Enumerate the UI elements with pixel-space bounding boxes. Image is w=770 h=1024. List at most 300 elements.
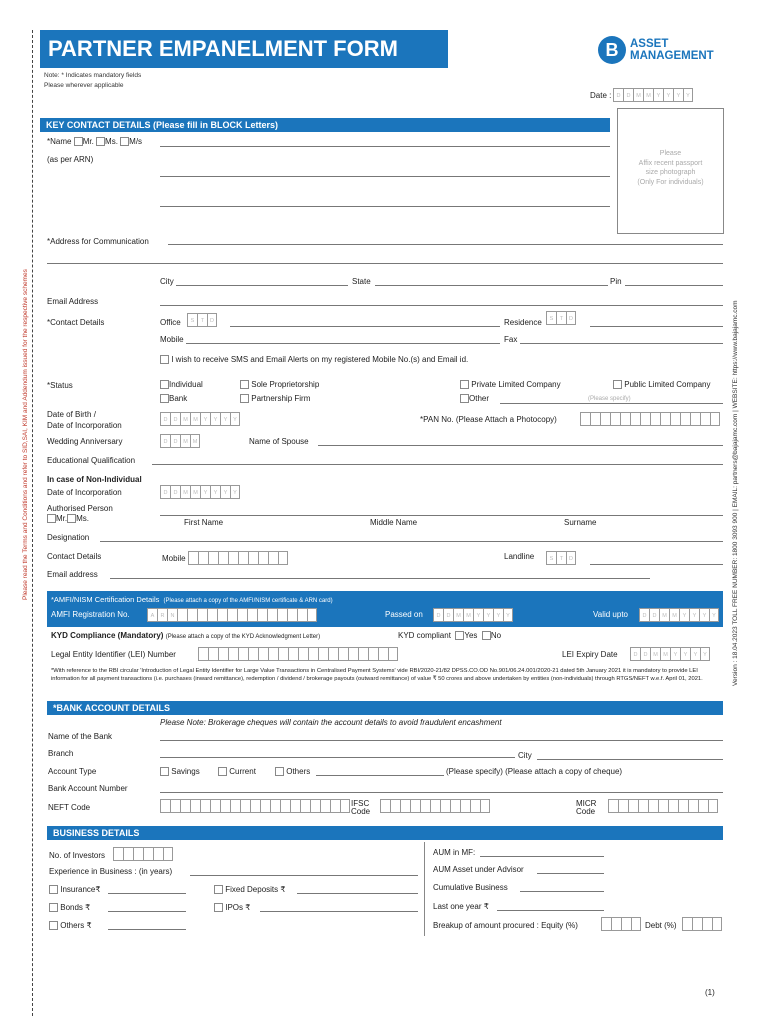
date-cell[interactable]: D: [160, 434, 170, 448]
neft-cell[interactable]: [320, 799, 330, 813]
state-line[interactable]: [375, 285, 608, 286]
lei-cell[interactable]: [388, 647, 398, 661]
mobile-cell[interactable]: [268, 551, 278, 565]
arn-cells[interactable]: [147, 608, 317, 622]
date-cell[interactable]: Y: [200, 412, 210, 426]
branch-line[interactable]: [160, 757, 515, 758]
date-cell[interactable]: M: [453, 608, 463, 622]
cumulative-line[interactable]: [520, 891, 604, 892]
micr-cell[interactable]: [618, 799, 628, 813]
lei-expiry-cells[interactable]: [630, 647, 710, 661]
incorp-cells[interactable]: [160, 485, 240, 499]
debt-cell[interactable]: [682, 917, 692, 931]
lei-cell[interactable]: [298, 647, 308, 661]
date-cell[interactable]: M: [190, 412, 200, 426]
date-cell[interactable]: Y: [663, 88, 673, 102]
std-cell[interactable]: D: [566, 311, 576, 325]
landline-std[interactable]: [546, 551, 576, 565]
side-note-right: Version : 18.04.2023 TOLL FREE NUMBER: 1800 3093 900 | EMAIL: partners@bajajamc.com | WEBSITE: https://www.bajajamc.com: [732, 300, 739, 686]
pan-cell[interactable]: [680, 412, 690, 426]
std-cell[interactable]: T: [556, 551, 566, 565]
sms-checkbox[interactable]: [160, 355, 169, 364]
date-cell[interactable]: M: [669, 608, 679, 622]
mobile-cell[interactable]: [278, 551, 288, 565]
dob-cells[interactable]: [160, 412, 240, 426]
amfi-reg-label: AMFI Registration No.: [51, 610, 130, 619]
arn-cell[interactable]: R: [157, 608, 167, 622]
micr-cell[interactable]: [668, 799, 678, 813]
other-specify-line[interactable]: [500, 403, 723, 404]
neft-cell[interactable]: [270, 799, 280, 813]
neft-cell[interactable]: [260, 799, 270, 813]
mobile-cell[interactable]: [258, 551, 268, 565]
mobile-line[interactable]: [186, 343, 500, 344]
bank-city-label: City: [518, 751, 532, 760]
lei-cell[interactable]: [198, 647, 208, 661]
micr-cell[interactable]: [688, 799, 698, 813]
date-cell[interactable]: M: [463, 608, 473, 622]
pan-cell[interactable]: [620, 412, 630, 426]
fd-line[interactable]: [297, 893, 418, 894]
ifsc-cell[interactable]: [420, 799, 430, 813]
date-cell[interactable]: M: [659, 608, 669, 622]
micr-cell[interactable]: [638, 799, 648, 813]
office-std[interactable]: [187, 313, 217, 327]
ipos-checkbox[interactable]: [214, 903, 223, 912]
arn-cell[interactable]: [297, 608, 307, 622]
pan-cell[interactable]: [610, 412, 620, 426]
experience-line[interactable]: [190, 875, 418, 876]
ifsc-cell[interactable]: [410, 799, 420, 813]
lei-cell[interactable]: [338, 647, 348, 661]
date-cell[interactable]: D: [170, 434, 180, 448]
investors-label: No. of Investors: [49, 851, 106, 860]
ipos-label: IPOs ₹: [225, 903, 251, 912]
date-cell[interactable]: D: [639, 608, 649, 622]
photo-text: (Only For individuals): [637, 178, 704, 186]
last-year-label: Last one year ₹: [433, 902, 489, 911]
std-cell[interactable]: T: [556, 311, 566, 325]
micr-cell[interactable]: [708, 799, 718, 813]
date-cell[interactable]: Y: [683, 88, 693, 102]
public-ltd-checkbox[interactable]: [613, 380, 622, 389]
neft-cell[interactable]: [230, 799, 240, 813]
mobile-cell[interactable]: [208, 551, 218, 565]
sms-row: [160, 355, 468, 364]
investors-cell[interactable]: [143, 847, 153, 861]
date-cell[interactable]: Y: [689, 608, 699, 622]
bank-heading: *BANK ACCOUNT DETAILS: [47, 701, 723, 715]
pan-cell[interactable]: [710, 412, 720, 426]
ifsc-cell[interactable]: [390, 799, 400, 813]
aum-mf-line[interactable]: [480, 856, 604, 857]
arn-cell[interactable]: [237, 608, 247, 622]
arn-cell[interactable]: [227, 608, 237, 622]
others-business-checkbox[interactable]: [49, 921, 58, 930]
micr-cell[interactable]: [648, 799, 658, 813]
ifsc-cells[interactable]: [380, 799, 490, 813]
date-cell[interactable]: M: [643, 88, 653, 102]
date-cell[interactable]: D: [160, 412, 170, 426]
last-year-line[interactable]: [497, 910, 604, 911]
wedding-cells[interactable]: [160, 434, 200, 448]
kyd-no-label: No: [490, 631, 502, 640]
edu-line[interactable]: [152, 464, 723, 465]
neft-cell[interactable]: [220, 799, 230, 813]
equity-cell[interactable]: [621, 917, 631, 931]
neft-cell[interactable]: [330, 799, 340, 813]
date-cell[interactable]: Y: [210, 412, 220, 426]
date-cell[interactable]: Y: [690, 647, 700, 661]
current-checkbox[interactable]: [218, 767, 227, 776]
equity-cell[interactable]: [631, 917, 641, 931]
neft-cell[interactable]: [340, 799, 350, 813]
branch-label: Branch: [48, 749, 74, 758]
date-cell[interactable]: Y: [210, 485, 220, 499]
designation-label: Designation: [47, 533, 90, 542]
lei-cell[interactable]: [328, 647, 338, 661]
lei-cell[interactable]: [278, 647, 288, 661]
investors-cell[interactable]: [153, 847, 163, 861]
ipos-line[interactable]: [260, 911, 418, 912]
lei-cell[interactable]: [318, 647, 328, 661]
individual-checkbox[interactable]: [160, 380, 169, 389]
std-cell[interactable]: T: [197, 313, 207, 327]
pan-cell[interactable]: [600, 412, 610, 426]
arn-cell[interactable]: [207, 608, 217, 622]
kyd-no-checkbox[interactable]: [482, 631, 491, 640]
date-cell[interactable]: D: [623, 88, 633, 102]
neft-cell[interactable]: [240, 799, 250, 813]
experience-label: Experience in Business : (in years): [49, 867, 173, 876]
equity-cell[interactable]: [611, 917, 621, 931]
date-cell[interactable]: Y: [709, 608, 719, 622]
mobile-label: Mobile: [160, 335, 184, 344]
date-cell[interactable]: M: [660, 647, 670, 661]
photo-text: Affix recent passport: [638, 159, 703, 167]
lei-cell[interactable]: [308, 647, 318, 661]
valid-upto-label: Valid upto: [593, 610, 628, 619]
date-cell[interactable]: M: [180, 412, 190, 426]
pan-cell[interactable]: [630, 412, 640, 426]
landline-line[interactable]: [590, 564, 723, 565]
date-cell[interactable]: Y: [680, 647, 690, 661]
date-cell[interactable]: D: [649, 608, 659, 622]
ms-checkbox[interactable]: [96, 137, 105, 146]
date-cell[interactable]: D: [433, 608, 443, 622]
residence-line[interactable]: [590, 326, 723, 327]
investors-cells[interactable]: [113, 847, 173, 861]
date-cell[interactable]: Y: [653, 88, 663, 102]
date-cell[interactable]: D: [630, 647, 640, 661]
ms-firm-checkbox[interactable]: [120, 137, 129, 146]
arn-cell[interactable]: [257, 608, 267, 622]
designation-line[interactable]: [100, 541, 723, 542]
current-label: Current: [229, 767, 256, 776]
sole-prop-label: Sole Proprietorship: [251, 380, 320, 389]
mr-label: Mr.: [82, 137, 94, 146]
pan-label: *PAN No. (Please Attach a Photocopy): [420, 415, 557, 424]
photo-box[interactable]: [617, 108, 724, 234]
arn-cell[interactable]: [187, 608, 197, 622]
neft-cell[interactable]: [180, 799, 190, 813]
other-label: Other: [469, 394, 490, 403]
date-cell[interactable]: Y: [493, 608, 503, 622]
others-label: Others: [286, 767, 311, 776]
bank-checkbox[interactable]: [160, 394, 169, 403]
ifsc-cell[interactable]: [460, 799, 470, 813]
pan-cell[interactable]: [700, 412, 710, 426]
std-cell[interactable]: D: [566, 551, 576, 565]
date-cell[interactable]: D: [640, 647, 650, 661]
lei-cell[interactable]: [268, 647, 278, 661]
date-cell[interactable]: D: [170, 485, 180, 499]
investors-cell[interactable]: [113, 847, 123, 861]
lei-cell[interactable]: [348, 647, 358, 661]
neft-cells[interactable]: [160, 799, 350, 813]
contact-details-label: *Contact Details: [47, 318, 105, 327]
bonds-line[interactable]: [108, 911, 186, 912]
amfi-heading: *AMFI/NISM Certification Details: [51, 595, 160, 604]
photo-text: size photograph: [645, 169, 696, 176]
lei-cell[interactable]: [258, 647, 268, 661]
mobile-cell[interactable]: [188, 551, 198, 565]
lei-cell[interactable]: [368, 647, 378, 661]
fd-checkbox[interactable]: [214, 885, 223, 894]
lei-cell[interactable]: [208, 647, 218, 661]
micr-cell[interactable]: [608, 799, 618, 813]
arn-cell[interactable]: [177, 608, 187, 622]
date-cells[interactable]: [613, 88, 693, 102]
neft-cell[interactable]: [250, 799, 260, 813]
date-cell[interactable]: D: [443, 608, 453, 622]
name-line-3[interactable]: [160, 206, 610, 207]
investors-cell[interactable]: [123, 847, 133, 861]
date-cell[interactable]: M: [190, 434, 200, 448]
std-cell[interactable]: S: [187, 313, 197, 327]
city-line[interactable]: [176, 285, 348, 286]
neft-cell[interactable]: [310, 799, 320, 813]
aum-advisor-line[interactable]: [537, 873, 604, 874]
savings-label: Savings: [171, 767, 200, 776]
mobile-cell[interactable]: [248, 551, 258, 565]
equity-cell[interactable]: [601, 917, 611, 931]
pan-cell[interactable]: [670, 412, 680, 426]
equity-cells[interactable]: [601, 917, 641, 931]
lei-cell[interactable]: [228, 647, 238, 661]
sole-prop-checkbox[interactable]: [240, 380, 249, 389]
name-line-2[interactable]: [160, 176, 610, 177]
bank-name-line[interactable]: [160, 740, 723, 741]
date-cell[interactable]: Y: [700, 647, 710, 661]
lei-cell[interactable]: [248, 647, 258, 661]
lei-cells[interactable]: [198, 647, 398, 661]
residence-std[interactable]: [546, 311, 576, 325]
kyd-note: (Please attach a copy of the KYD Acknowledgment Letter): [165, 634, 321, 640]
ifsc-cell[interactable]: [450, 799, 460, 813]
debt-cell[interactable]: [692, 917, 702, 931]
email2-label: Email address: [47, 570, 98, 579]
partnership-label: Partnership Firm: [251, 394, 311, 403]
date-cell[interactable]: Y: [220, 485, 230, 499]
others-line[interactable]: [316, 775, 444, 776]
lei-cell[interactable]: [238, 647, 248, 661]
mobile2-label: Mobile: [162, 554, 186, 563]
fd-label: Fixed Deposits ₹: [225, 885, 286, 894]
arn-cell[interactable]: [287, 608, 297, 622]
auth-ms-checkbox[interactable]: [67, 514, 76, 523]
office-line[interactable]: [230, 326, 500, 327]
pvt-ltd-checkbox[interactable]: [460, 380, 469, 389]
date-cell[interactable]: Y: [483, 608, 493, 622]
neft-cell[interactable]: [160, 799, 170, 813]
pan-cells[interactable]: [580, 412, 720, 426]
business-divider: [424, 842, 425, 936]
date-cell[interactable]: Y: [473, 608, 483, 622]
public-ltd-label: Public Limited Company: [624, 380, 711, 389]
date-cell[interactable]: D: [613, 88, 623, 102]
debt-cell[interactable]: [702, 917, 712, 931]
account-number-label: Bank Account Number: [48, 784, 128, 793]
pan-cell[interactable]: [590, 412, 600, 426]
insurance-checkbox[interactable]: [49, 885, 58, 894]
ifsc-cell[interactable]: [400, 799, 410, 813]
micr-cell[interactable]: [658, 799, 668, 813]
insurance-line[interactable]: [108, 893, 186, 894]
date-cell[interactable]: Y: [220, 412, 230, 426]
mobile-cell[interactable]: [238, 551, 248, 565]
micr-cells[interactable]: [608, 799, 718, 813]
arn-cell[interactable]: [197, 608, 207, 622]
lei-cell[interactable]: [288, 647, 298, 661]
std-cell[interactable]: D: [207, 313, 217, 327]
neft-cell[interactable]: [290, 799, 300, 813]
passed-on-cells[interactable]: [433, 608, 513, 622]
status-label: *Status: [47, 381, 73, 390]
specify-label: (Please specify) (Please attach a copy of cheque): [446, 767, 623, 776]
bank-city-line[interactable]: [537, 759, 723, 760]
state-label: State: [352, 277, 371, 286]
neft-cell[interactable]: [210, 799, 220, 813]
auth-mr-checkbox[interactable]: [47, 514, 56, 523]
arn-cell[interactable]: [247, 608, 257, 622]
std-cell[interactable]: S: [546, 551, 556, 565]
pan-cell[interactable]: [650, 412, 660, 426]
ifsc-cell[interactable]: [470, 799, 480, 813]
spouse-line[interactable]: [318, 445, 723, 446]
date-cell[interactable]: Y: [503, 608, 513, 622]
other-checkbox[interactable]: [460, 394, 469, 403]
date-cell[interactable]: M: [190, 485, 200, 499]
lei-label: Legal Entity Identifier (LEI) Number: [51, 650, 176, 659]
date-cell[interactable]: Y: [699, 608, 709, 622]
please-specify: (Please specify): [588, 396, 631, 402]
pan-cell[interactable]: [580, 412, 590, 426]
arn-cell[interactable]: A: [147, 608, 157, 622]
date-cell[interactable]: M: [633, 88, 643, 102]
mobile-cell[interactable]: [198, 551, 208, 565]
page-number: (1): [705, 988, 715, 997]
neft-cell[interactable]: [280, 799, 290, 813]
std-cell[interactable]: S: [546, 311, 556, 325]
neft-cell[interactable]: [300, 799, 310, 813]
neft-cell[interactable]: [200, 799, 210, 813]
bonds-checkbox[interactable]: [49, 903, 58, 912]
debt-cells[interactable]: [682, 917, 722, 931]
arn-cell[interactable]: [307, 608, 317, 622]
address-label: *Address for Communication: [47, 237, 149, 246]
date-cell[interactable]: Y: [230, 412, 240, 426]
ifsc-cell[interactable]: [430, 799, 440, 813]
auth-name-line[interactable]: [160, 515, 723, 516]
account-number-line[interactable]: [160, 792, 723, 793]
bonds-label: Bonds ₹: [60, 903, 91, 912]
spouse-label: Name of Spouse: [249, 437, 309, 446]
arn-cell[interactable]: [217, 608, 227, 622]
email-line[interactable]: [160, 305, 723, 306]
arn-cell[interactable]: N: [167, 608, 177, 622]
date-cell[interactable]: M: [650, 647, 660, 661]
name-line-1[interactable]: [160, 146, 610, 147]
address-line-2[interactable]: [47, 263, 723, 264]
lei-cell[interactable]: [358, 647, 368, 661]
pvt-ltd-label: Private Limited Company: [471, 380, 561, 389]
ifsc-cell[interactable]: [380, 799, 390, 813]
date-cell[interactable]: Y: [230, 485, 240, 499]
address-line-1[interactable]: [168, 244, 723, 245]
fax-line[interactable]: [520, 343, 723, 344]
savings-checkbox[interactable]: [160, 767, 169, 776]
investors-cell[interactable]: [163, 847, 173, 861]
date-cell[interactable]: D: [170, 412, 180, 426]
pan-cell[interactable]: [660, 412, 670, 426]
pan-cell[interactable]: [640, 412, 650, 426]
arn-cell[interactable]: [277, 608, 287, 622]
neft-cell[interactable]: [190, 799, 200, 813]
others-checkbox[interactable]: [275, 767, 284, 776]
date-cell[interactable]: Y: [673, 88, 683, 102]
partnership-checkbox[interactable]: [240, 394, 249, 403]
mobile-cell[interactable]: [228, 551, 238, 565]
others-business-line[interactable]: [108, 929, 186, 930]
ifsc-cell[interactable]: [440, 799, 450, 813]
lei-cell[interactable]: [218, 647, 228, 661]
arn-cell[interactable]: [267, 608, 277, 622]
pin-line[interactable]: [625, 285, 723, 286]
date-cell[interactable]: M: [180, 485, 190, 499]
mobile-cells[interactable]: [188, 551, 288, 565]
micr-cell[interactable]: [678, 799, 688, 813]
date-cell[interactable]: M: [180, 434, 190, 448]
valid-upto-cells[interactable]: [639, 608, 719, 622]
date-cell[interactable]: D: [160, 485, 170, 499]
note-wherever: Please wherever applicable: [44, 82, 124, 89]
investors-cell[interactable]: [133, 847, 143, 861]
mobile-cell[interactable]: [218, 551, 228, 565]
micr-cell[interactable]: [698, 799, 708, 813]
date-cell[interactable]: Y: [200, 485, 210, 499]
micr-cell[interactable]: [628, 799, 638, 813]
neft-cell[interactable]: [170, 799, 180, 813]
email2-line[interactable]: [110, 578, 650, 579]
mr-checkbox[interactable]: [74, 137, 83, 146]
ifsc-cell[interactable]: [480, 799, 490, 813]
date-cell[interactable]: Y: [670, 647, 680, 661]
date-cell[interactable]: Y: [679, 608, 689, 622]
lei-cell[interactable]: [378, 647, 388, 661]
pan-cell[interactable]: [690, 412, 700, 426]
debt-cell[interactable]: [712, 917, 722, 931]
